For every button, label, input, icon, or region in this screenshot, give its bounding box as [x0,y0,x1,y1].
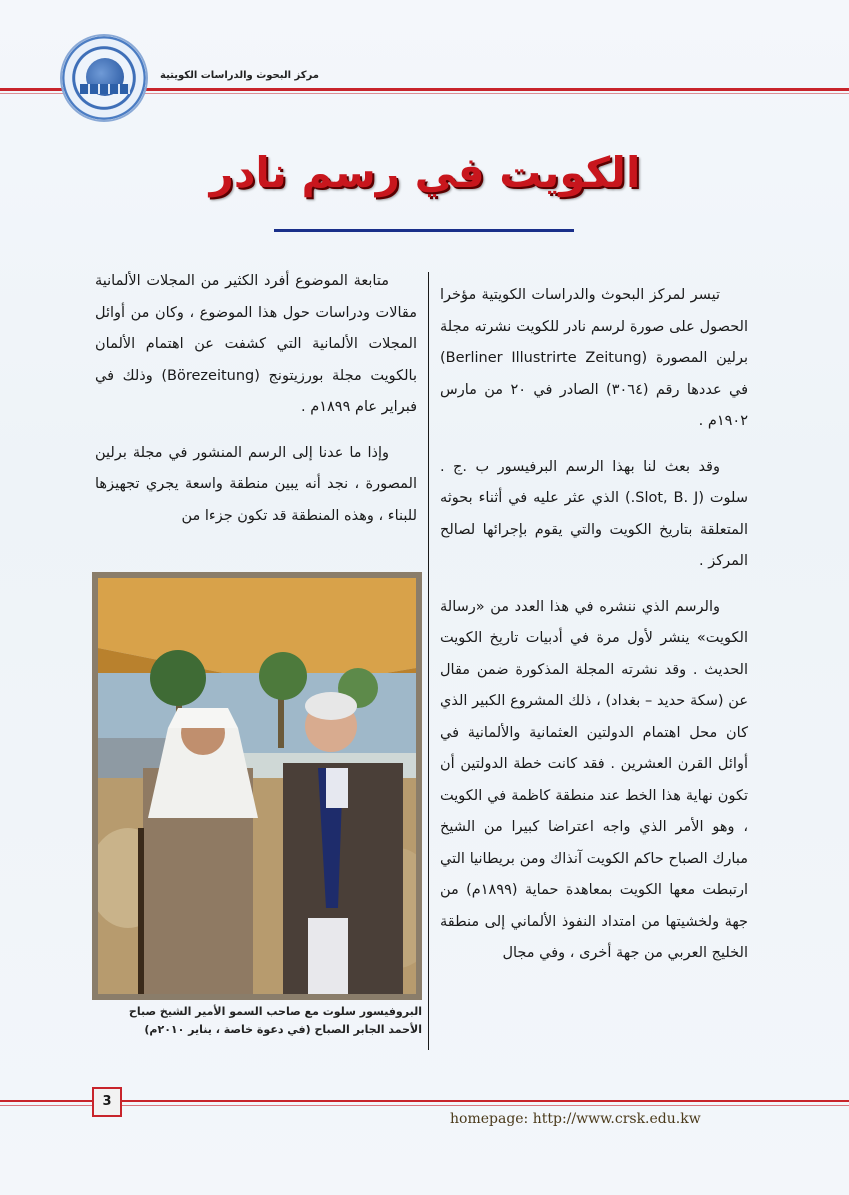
header-org-name: مركز البحوث والدراسات الكويتية [160,70,319,81]
homepage-url[interactable]: homepage: http://www.crsk.edu.kw [450,1111,701,1127]
logo-bars-icon [80,84,130,94]
paragraph: متابعة الموضوع أفرد الكثير من المجلات الألمانية مقالات ودراسات حول هذا الموضوع ، وكان من أوائل المجلات الألمانية التي كشفت عن اهتمام الألمان بالكويت مجلة بورزيتونج (Börezeitung) وذلك في فبراير عام ١٨٩٩م . [95,273,417,415]
title-underline [274,229,574,232]
paragraph: وقد بعث لنا بهذا الرسم البرفيسور ب .ج . سلوت (Slot, B. J.) الذي عثر عليه في أثناء بحوثه المتعلقة بتاريخ الكويت والتي يقوم بإجرائها لصالح المركز . [440,458,748,569]
page-number: 3 [92,1087,122,1117]
footer-rule-thin [0,1105,849,1106]
paragraph: تيسر لمركز البحوث والدراسات الكويتية مؤخرا الحصول على صورة لرسم نادر للكويت نشرته مجلة برلين المصورة (Berliner Illustrirte Zeitung) في عددها رقم (٣٠٦٤) الصادر في ٢٠ من مارس ١٩٠٢م . [440,287,749,429]
left-column [95,266,417,546]
photo-caption: البروفيسور سلوت مع صاحب السمو الأمير الشيخ صباح الأحمد الجابر الصباح (في دعوة خاصة ، يناير ٢٠١٠م) [128,1005,422,1036]
right-column [440,280,748,984]
footer-rule [0,1100,849,1102]
photo [98,578,416,994]
column-divider [428,272,429,1050]
paragraph: وإذا ما عدنا إلى الرسم المنشور في مجلة برلين المصورة ، نجد أنه يبين منطقة واسعة يجري تجهيزها للبناء ، وهذه المنطقة قد تكون جزءا من [95,444,417,524]
paragraph: والرسم الذي ننشره في هذا العدد من «رسالة الكويت» ينشر لأول مرة في أدبيات تاريخ الكويت الحديث . وقد نشرته المجلة المذكورة ضمن مقال عن (سكة حديد – بغداد) ، ذلك المشروع الكبير الذي كان محل اهتمام الدولتين العثمانية والألمانية في أوائل القرن العشرين . فقد كانت خطة الدولتين أن تكون نهاية هذا الخط عند منطقة كاظمة في الكويت ، وهو الأمر الذي واجه اعتراضا كبيرا من الشيخ مبارك الصباح حاكم الكويت آنذاك ومن بريطانيا التي ارتبطت معها الكويت بمعاهدة حماية (١٨٩٩م) من جهة ولخشيتها من امتداد النفوذ الألماني إلى منطقة الخليج العربي من جهة أخرى ، وفي مجال [440,598,748,961]
article-title: الكويت في رسم نادر [209,148,641,197]
